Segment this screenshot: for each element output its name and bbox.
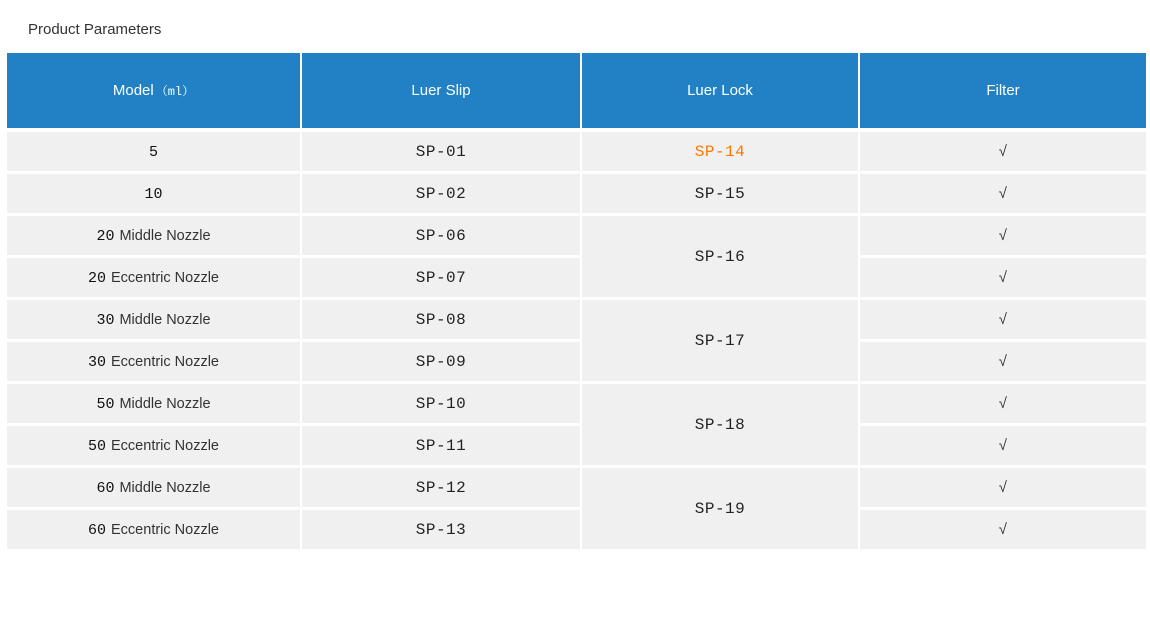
model-label: Middle Nozzle: [119, 311, 211, 328]
luer-lock-code: SP-15: [694, 184, 746, 203]
check-icon: √: [998, 437, 1008, 455]
luer-lock-code-highlighted[interactable]: SP-14: [694, 142, 746, 161]
luer-slip-cell: [302, 132, 582, 174]
luer-lock-cell-merged: [582, 216, 860, 300]
filter-cell: [860, 174, 1146, 216]
model-label: Eccentric Nozzle: [111, 521, 219, 538]
luer-slip-cell: [302, 510, 582, 552]
filter-cell: [860, 258, 1146, 300]
luer-lock-code: SP-16: [694, 247, 746, 266]
luer-lock-cell: [582, 174, 860, 216]
table-row: [7, 216, 1146, 258]
table-row: [7, 300, 1146, 342]
check-icon: √: [998, 395, 1008, 413]
luer-slip-code: SP-07: [415, 268, 467, 287]
filter-cell: [860, 384, 1146, 426]
luer-lock-cell-merged: [582, 468, 860, 552]
luer-slip-code: SP-13: [415, 520, 467, 539]
model-cell: [7, 300, 302, 342]
check-icon: √: [998, 479, 1008, 497]
model-cell: [7, 384, 302, 426]
model-cell: [7, 174, 302, 216]
model-label: Middle Nozzle: [119, 479, 211, 496]
check-icon: √: [998, 227, 1008, 245]
luer-slip-cell: [302, 342, 582, 384]
model-cell: [7, 510, 302, 552]
model-cell: [7, 426, 302, 468]
check-icon: √: [998, 521, 1008, 539]
check-icon: √: [998, 185, 1008, 203]
luer-slip-code: SP-01: [415, 142, 467, 161]
luer-slip-code: SP-08: [415, 310, 467, 329]
luer-slip-cell: [302, 258, 582, 300]
model-header-unit: （ml）: [155, 85, 195, 99]
luer-slip-code: SP-11: [415, 436, 467, 455]
luer-slip-cell: [302, 426, 582, 468]
model-number: 50: [96, 395, 115, 413]
table-row: [7, 174, 1146, 216]
model-header-label: Model: [112, 82, 154, 99]
model-label: Middle Nozzle: [119, 395, 211, 412]
model-number: 50: [88, 437, 107, 455]
luer-slip-cell: [302, 468, 582, 510]
model-number: 20: [96, 227, 115, 245]
column-header-model: [7, 53, 302, 132]
luer-slip-cell: [302, 300, 582, 342]
model-number: 5: [148, 143, 158, 161]
model-label: Eccentric Nozzle: [111, 269, 219, 286]
filter-cell: [860, 468, 1146, 510]
luer-lock-code: SP-19: [694, 499, 746, 518]
filter-cell: [860, 216, 1146, 258]
model-number: 30: [96, 311, 115, 329]
luer-slip-cell: [302, 384, 582, 426]
luer-lock-code: SP-17: [694, 331, 746, 350]
luer-slip-cell: [302, 174, 582, 216]
model-number: 20: [88, 269, 107, 287]
model-number: 60: [88, 521, 107, 539]
model-cell: [7, 216, 302, 258]
check-icon: √: [998, 353, 1008, 371]
model-cell: [7, 468, 302, 510]
luer-slip-code: SP-06: [415, 226, 467, 245]
luer-slip-code: SP-10: [415, 394, 467, 413]
model-cell: [7, 258, 302, 300]
model-number: 30: [88, 353, 107, 371]
table-row: [7, 132, 1146, 174]
luer-lock-cell-merged: [582, 300, 860, 384]
table-row: [7, 468, 1146, 510]
model-cell: [7, 342, 302, 384]
table-row: [7, 510, 1146, 552]
product-parameters-table: [7, 53, 1146, 552]
luer-slip-code: SP-02: [415, 184, 467, 203]
model-number: 60: [96, 479, 115, 497]
model-number: 10: [144, 185, 163, 203]
model-label: Eccentric Nozzle: [111, 353, 219, 370]
filter-cell: [860, 132, 1146, 174]
page-title: Product Parameters: [28, 21, 162, 38]
column-header-luer-lock: Luer Lock: [582, 53, 860, 132]
check-icon: √: [998, 143, 1008, 161]
table-row: [7, 384, 1146, 426]
header-row: [7, 53, 1146, 132]
table-row: [7, 258, 1146, 300]
luer-slip-cell: [302, 216, 582, 258]
luer-slip-code: SP-09: [415, 352, 467, 371]
check-icon: √: [998, 311, 1008, 329]
table-row: [7, 342, 1146, 384]
model-cell: [7, 132, 302, 174]
filter-cell: [860, 426, 1146, 468]
luer-lock-code: SP-18: [694, 415, 746, 434]
model-label: Eccentric Nozzle: [111, 437, 219, 454]
filter-cell: [860, 510, 1146, 552]
column-header-luer-slip: Luer Slip: [302, 53, 582, 132]
luer-slip-code: SP-12: [415, 478, 467, 497]
model-label: Middle Nozzle: [119, 227, 211, 244]
check-icon: √: [998, 269, 1008, 287]
column-header-filter: Filter: [860, 53, 1146, 132]
table-row: [7, 426, 1146, 468]
filter-cell: [860, 300, 1146, 342]
luer-lock-cell-merged: [582, 384, 860, 468]
luer-lock-cell: [582, 132, 860, 174]
filter-cell: [860, 342, 1146, 384]
